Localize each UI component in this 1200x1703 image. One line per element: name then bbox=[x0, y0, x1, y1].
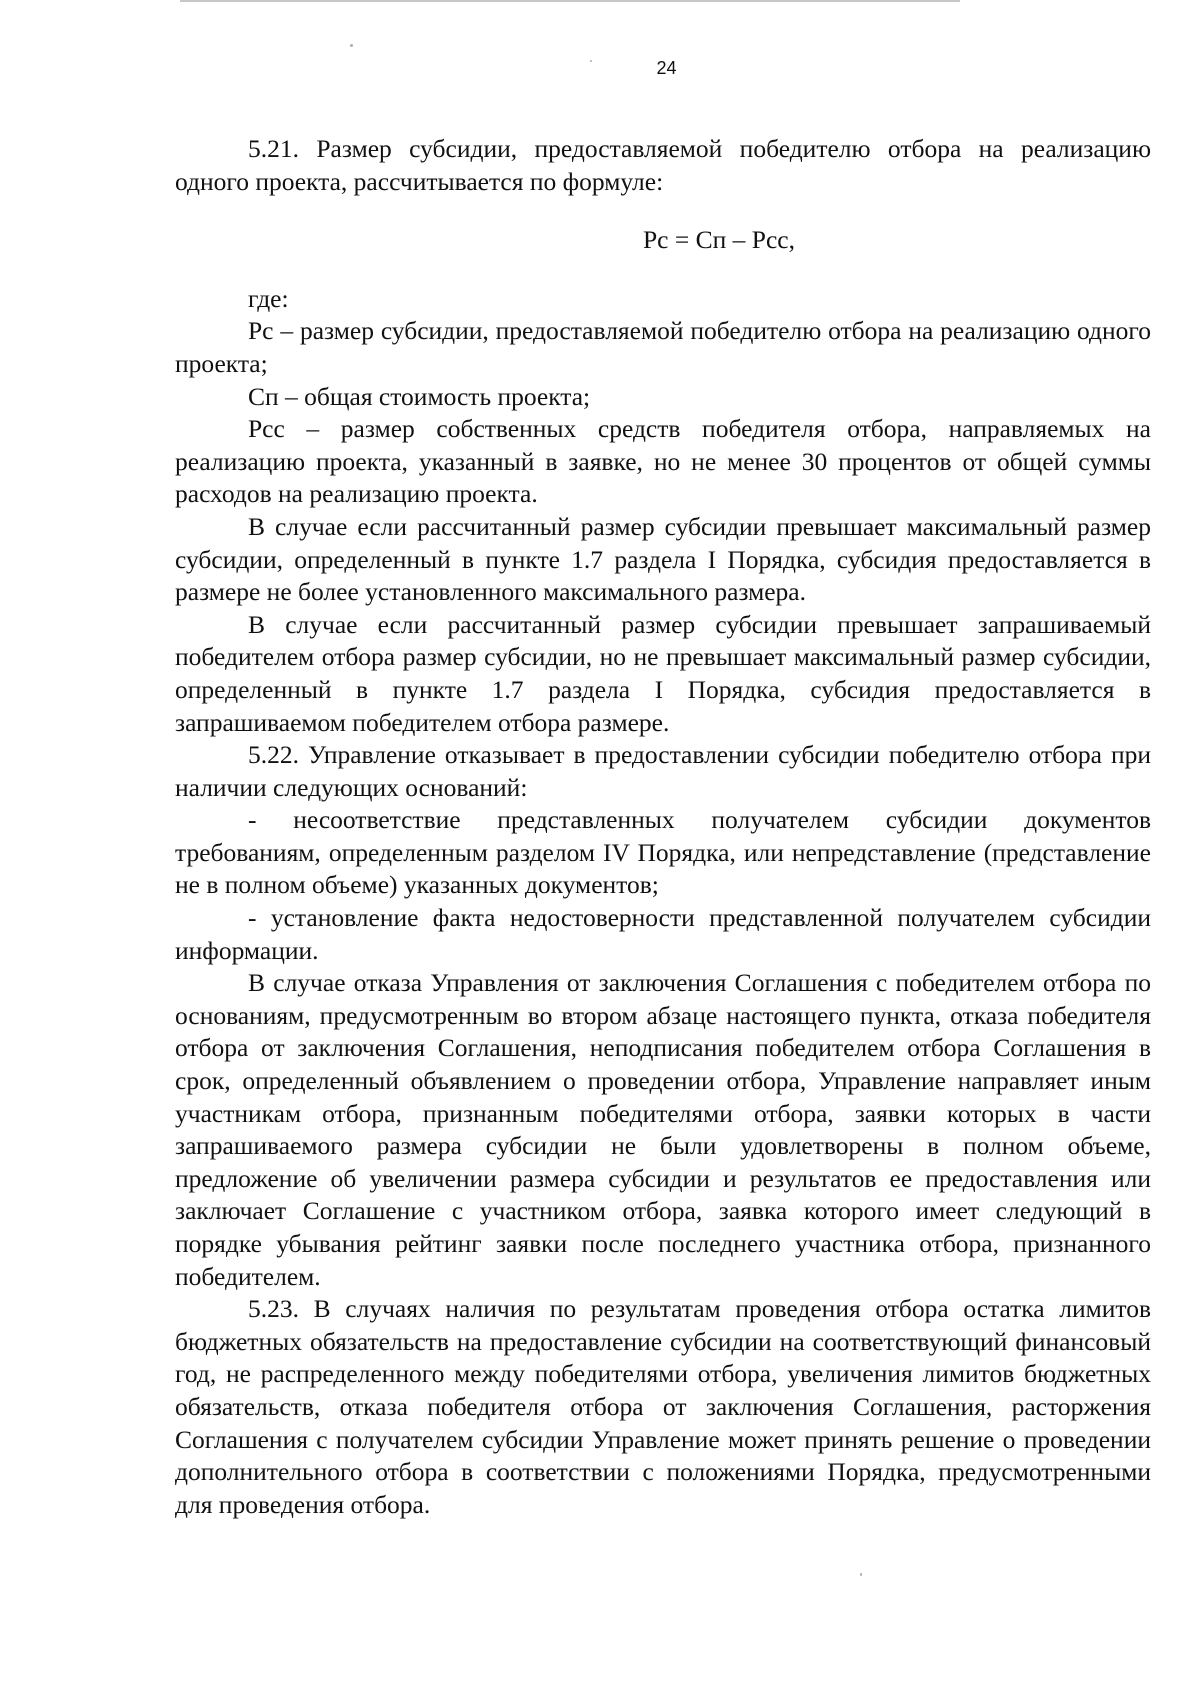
list-item-noncompliance: - несоответствие представленных получателем субсидии документов требованиям, определенным разделом IV Порядка, или непредставление (представление не в полном объеме) указанных документов; bbox=[175, 805, 1151, 900]
scan-speck bbox=[860, 1573, 862, 1576]
paragraph-5-22: 5.22. Управление отказывает в предоставлении субсидии победителю отбора при наличии следующих оснований: bbox=[175, 740, 1151, 802]
definition-rss: Рсс – размер собственных средств победителя отбора, направляемых на реализацию проекта, указанный в заявке, но не менее 30 процентов от общей суммы расходов на реализацию проекта. bbox=[175, 414, 1151, 509]
formula: Рс = Сп – Рсс, bbox=[643, 225, 795, 255]
list-item-unreliable-info: - установление факта недостоверности представленной получателем субсидии информации. bbox=[175, 903, 1151, 965]
paragraph-5-21: 5.21. Размер субсидии, предоставляемой победителю отбора на реализацию одного проекта, рассчитывается по формуле: bbox=[175, 134, 1151, 196]
paragraph-max-size: В случае если рассчитанный размер субсидии превышает максимальный размер субсидии, определенный в пункте 1.7 раздела I Порядка, субсидия предоставляется в размере не более установленного максимального размера. bbox=[175, 511, 1151, 607]
paragraph-requested-size: В случае если рассчитанный размер субсидии превышает запрашиваемый победителем отбора размер субсидии, но не превышает максимальный размер субсидии, определенный в пункте 1.7 раздела I Порядка, субсидия предоставляется в запрашиваемом победителем отбора размере. bbox=[175, 609, 1151, 737]
definition-rs: Рс – размер субсидии, предоставляемой победителю отбора на реализацию одного проекта; bbox=[175, 316, 1151, 378]
page-number: 24 bbox=[656, 58, 677, 78]
paragraph-where: где: bbox=[248, 283, 289, 313]
definition-sp: Сп – общая стоимость проекта; bbox=[248, 381, 591, 411]
paragraph-5-23: 5.23. В случаях наличия по результатам проведения отбора остатка лимитов бюджетных обязательств на предоставление субсидии на соответствующий финансовый год, не распределенного между победителями отбора, увеличения лимитов бюджетных обязательств, отказа победителя отбора от заключения Соглашения, расторжения Соглашения с получателем субсидии Управление может принять решение о проведении дополнительного отбора в соответствии с положениями Порядка, предусмотренными для проведения отбора. bbox=[175, 1294, 1151, 1519]
document-body bbox=[175, 133, 1151, 1521]
paragraph-refusal: В случае отказа Управления от заключения Соглашения с победителем отбора по основаниям, предусмотренным во втором абзаце настоящего пункта, отказа победителя отбора от заключения Соглашения, неподписания победителем отбора Соглашения в срок, определенный объявлением о проведении отбора, Управление направляет иным участникам отбора, признанным победителями отбора, заявки которых в части запрашиваемого размера субсидии не были удовлетворены в полном объеме, предложение об увеличении размера субсидии и результатов ее предоставления или заключает Соглашение с участником отбора, заявка которого имеет следующий в порядке убывания рейтинг заявки после последнего участника отбора, признанного победителем. bbox=[175, 968, 1151, 1291]
scan-speck bbox=[350, 44, 353, 47]
scan-top-edge bbox=[180, 0, 960, 2]
